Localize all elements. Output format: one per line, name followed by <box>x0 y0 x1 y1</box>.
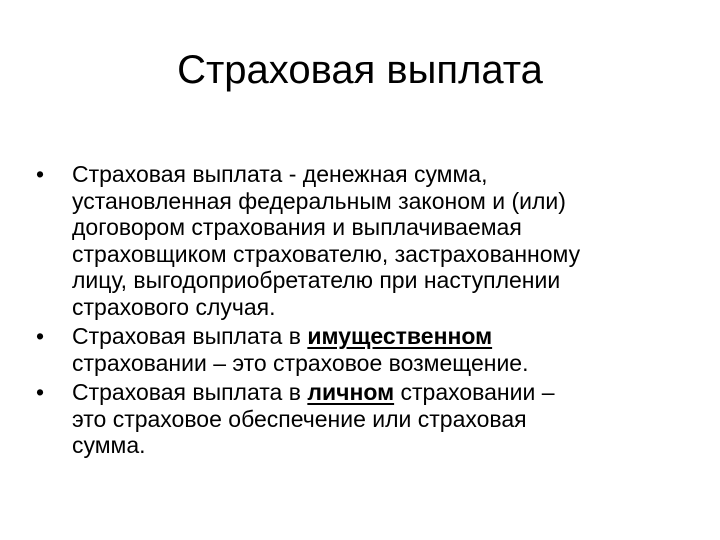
bullet-item-property-insurance <box>36 323 696 376</box>
slide-title: Страховая выплата <box>177 48 543 92</box>
bullet-item-definition <box>36 161 696 320</box>
bullet-text: Страховая выплата в <box>72 379 308 405</box>
bullet-text-line <box>72 379 696 406</box>
bullet-text: страховании – <box>394 379 555 405</box>
bullet-text-line: лицу, выгодоприобретателю при наступлении <box>72 267 561 293</box>
bullet-text-line <box>72 323 696 350</box>
bullet-list <box>36 161 696 462</box>
bullet-text-line: страховании – это страховое возмещение. <box>72 349 529 376</box>
bullet-text: Страховая выплата в <box>72 323 308 349</box>
bullet-text-line: это страховое обеспечение или страховая <box>72 405 527 432</box>
bullet-text-line: установленная федеральным законом и (или) <box>72 187 566 214</box>
bullet-marker: • <box>36 323 45 349</box>
bullet-text-line: Страховая выплата - денежная сумма, <box>72 161 488 187</box>
bullet-text-line: договором страхования и выплачиваемая <box>72 214 522 240</box>
bullet-text-line: сумма. <box>72 432 146 458</box>
bullet-text-line: страховщиком страхователю, застрахованному <box>72 240 581 267</box>
emphasized-term: личном <box>307 379 395 405</box>
bullet-marker: • <box>36 161 45 187</box>
bullet-marker: • <box>36 379 45 405</box>
bullet-text-line: страхового случая. <box>72 293 276 320</box>
bullet-item-personal-insurance <box>36 379 696 459</box>
emphasized-term: имущественном <box>307 323 493 349</box>
